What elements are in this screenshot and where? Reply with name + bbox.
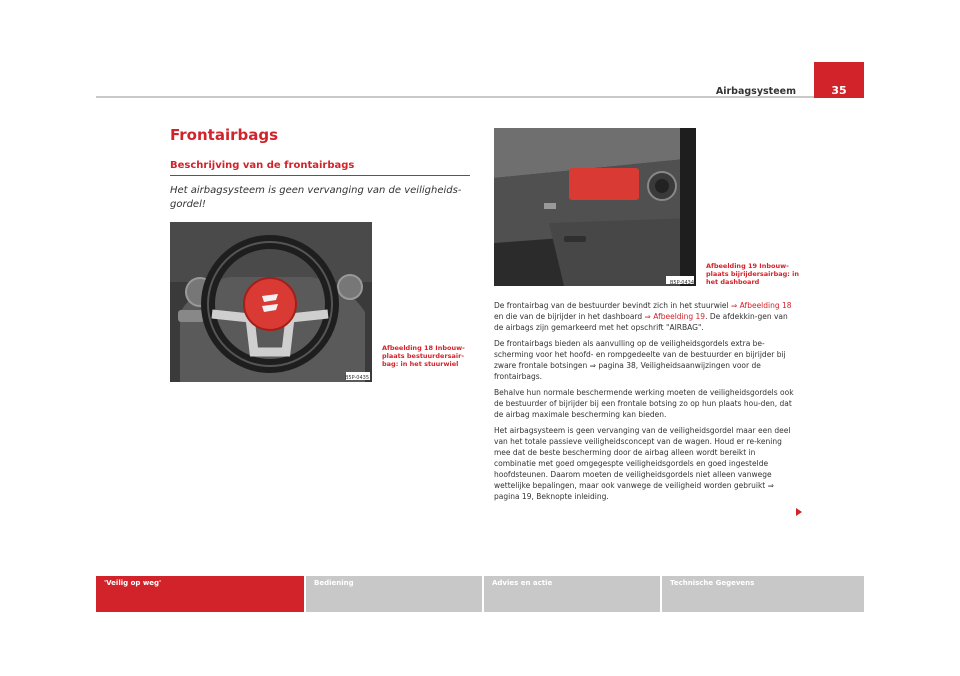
body-text (494, 300, 794, 507)
tab-technische-gegevens[interactable]: Technische Gegevens (662, 576, 864, 612)
footer-nav (96, 576, 864, 612)
figure-19-code: B5P-0434 (669, 280, 694, 286)
figure-18-link[interactable]: ⇒ Afbeelding 18 (731, 301, 792, 310)
dashboard-photo (494, 128, 696, 286)
caption-line: het dashboard (706, 278, 760, 286)
intro-text: Het airbagsysteem is geen vervanging van de veiligheids-gordel! (170, 185, 462, 210)
paragraph-1: De frontairbag van de bestuurder bevindt zich in het stuurwiel ⇒ Afbeelding 18 en die van de bijrijder in het dashboard ⇒ Afbeelding 19. De afdekkin-gen van de airbags zijn gemarkeerd met het opschrift "AIRBAG". (494, 301, 792, 332)
section-subheading: Beschrijving van de frontairbags (170, 160, 355, 171)
figure-18-caption (382, 344, 465, 368)
steering-wheel-photo (170, 222, 372, 382)
page-heading: Frontairbags (170, 126, 279, 144)
figure-19-link[interactable]: ⇒ Afbeelding 19 (644, 312, 706, 321)
section-title: Airbagsysteem (715, 86, 796, 97)
steering-wheel-illustration (170, 222, 372, 382)
caption-line: plaats bijrijdersairbag: in (706, 270, 800, 278)
paragraph-4: Het airbagsysteem is geen vervanging van de veiligheidsgordel maar een deel van het totale passieve veiligheidsconcept van de wagen. Houd er re-kening mee dat de beste bescherming door de airbag alleen wordt bereikt in combinatie met goed omgegespte veiligheidsgordels en goed ingestelde hoofdsteunen. Daarom moeten de veiligheidsgordels niet alleen vanwege wettelijke bepalingen, maar ook vanwege de veiligheid worden gebruikt ⇒ pagina 19, Beknopte inleiding. (494, 426, 791, 501)
dashboard-illustration (494, 128, 696, 286)
subheading-rule (170, 175, 470, 176)
caption-line: bag: in het stuurwiel (382, 360, 459, 368)
page-number: 35 (814, 62, 864, 98)
tab-bediening[interactable]: Bediening (306, 576, 482, 612)
tab-veilig-op-weg[interactable]: 'Veilig op weg' (96, 576, 304, 612)
figure-19-caption (706, 262, 799, 286)
figure-18-code: B5P-0435 (344, 375, 369, 381)
paragraph-3: Behalve hun normale beschermende werking moeten de veiligheidsgordels ook de bestuurder of bijrijder bij een frontale botsing zo op hun plaats hou-den, dat de airbag maximale bescherming kan bieden. (494, 388, 794, 419)
paragraph-2: De frontairbags bieden als aanvulling op de veiligheidsgordels extra be-scherming voor het hoofd- en rompgedeelte van de bestuurder en bijrijder bij zware frontale botsingen ⇒ pagina 38, Veiligheidsaanwijzingen voor de frontairbags. (494, 339, 786, 381)
continue-arrow-icon (796, 508, 802, 516)
tab-advies-en-actie[interactable]: Advies en actie (484, 576, 660, 612)
caption-line: Afbeelding 19 Inbouw- (706, 262, 789, 270)
caption-line: plaats bestuurdersair- (382, 352, 465, 360)
caption-line: Afbeelding 18 Inbouw- (382, 344, 465, 352)
